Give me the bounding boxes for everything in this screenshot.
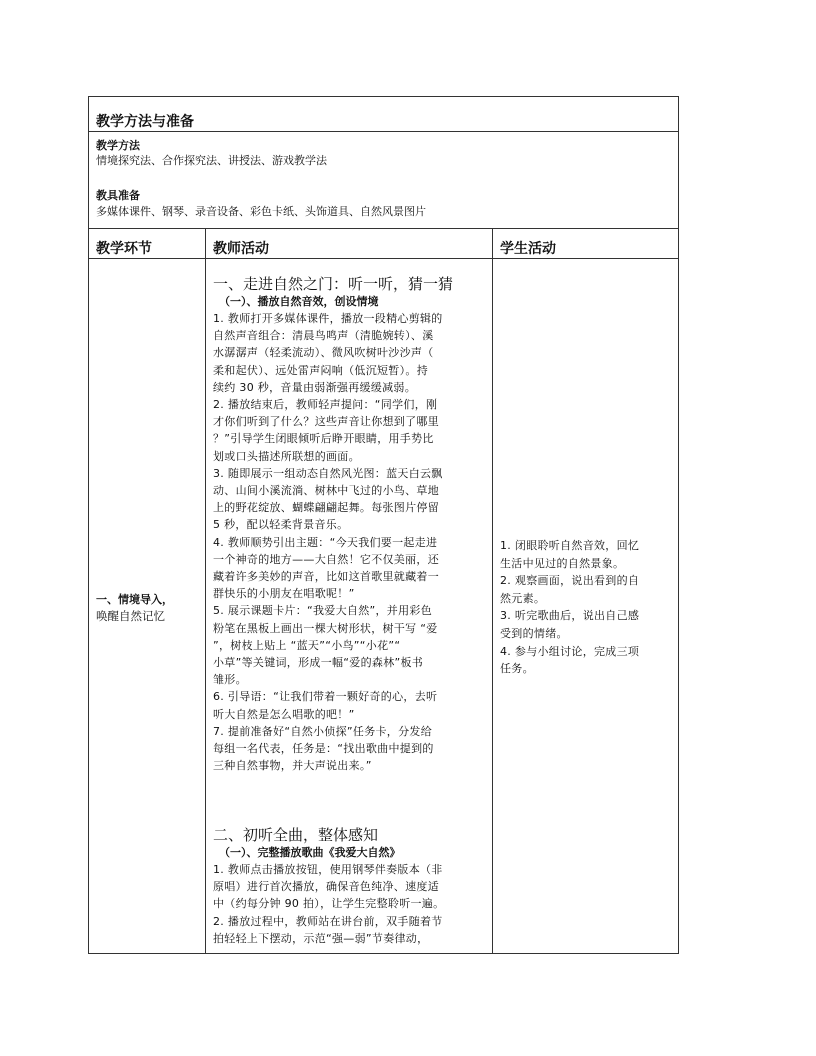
- teacher-text-line: 一个神奇的地方——大自然！它不仅美丽，还: [213, 552, 439, 566]
- row-divider: [89, 131, 678, 132]
- teacher-text-line: 续约 30 秒，音量由弱渐强再缓缓减弱。: [213, 380, 416, 394]
- teacher-subsection-title: （一）、完整播放歌曲《我爱大自然》: [219, 846, 401, 859]
- student-text-line: 1. 闭眼聆听自然音效，回忆: [500, 539, 640, 552]
- teacher-text-line: 4. 教师顺势引出主题：“今天我们要一起走进: [213, 535, 438, 549]
- teacher-text-line: 原唱）进行首次播放，确保音色纯净、速度适: [213, 880, 439, 894]
- tools-text: 多媒体课件、钢琴、录音设备、彩色卡纸、头饰道具、自然风景图片: [96, 205, 426, 218]
- row-divider: [89, 228, 678, 229]
- teacher-text-line: 粉笔在黑板上画出一棵大树形状，树干写 “爱: [213, 621, 438, 635]
- stage-line: 唤醒自然记忆: [96, 609, 165, 623]
- teacher-text-line: ”，树枝上贴上 “蓝天”“小鸟”“小花”“: [213, 638, 401, 652]
- teacher-subsection-title: （一）、播放自然音效，创设情境: [219, 295, 379, 308]
- teacher-text-line: 听大自然是怎么唱歌的吧！”: [213, 707, 355, 721]
- teacher-text-line: 小草”等关键词，形成一幅“爱的森林”板书: [213, 656, 424, 670]
- student-text-line: 2. 观察画面，说出看到的自: [500, 574, 640, 588]
- teacher-text-line: 1. 教师点击播放按钮，使用钢琴伴奏版本（非: [213, 863, 443, 876]
- teacher-text-line: 2. 播放结束后，教师轻声提问：“同学们，刚: [213, 398, 438, 412]
- teacher-text-line: 5 秒，配以轻柔背景音乐。: [213, 518, 349, 532]
- teacher-text-line: 藏着许多美妙的声音，比如这首歌里就藏着一: [213, 570, 439, 584]
- section-title: 教学方法与准备: [96, 114, 194, 130]
- column-header-teacher: 教师活动: [213, 241, 269, 257]
- teacher-text-line: 划或口头描述所联想的画面。: [213, 449, 360, 463]
- tools-label: 教具准备: [96, 189, 140, 202]
- teacher-text-line: 三种自然事物，并大声说出来。”: [213, 759, 372, 773]
- teacher-text-line: ？”引导学生闭眼倾听后睁开眼睛，用手势比: [213, 432, 434, 446]
- teacher-text-line: 雏形。: [213, 673, 247, 687]
- student-text-line: 然元素。: [500, 591, 546, 605]
- teacher-paragraph: [213, 310, 489, 774]
- column-divider: [205, 228, 206, 953]
- teacher-text-line: 5. 展示课题卡片：“我爱大自然”，并用彩色: [213, 604, 432, 618]
- column-header-stage: 教学环节: [96, 241, 152, 257]
- row-divider: [89, 258, 678, 259]
- stage-line: 一、情境导入，: [96, 593, 173, 606]
- teacher-text-line: 3. 随即展示一组动态自然风光图：蓝天白云飘: [213, 466, 443, 480]
- teacher-text-line: 2. 播放过程中，教师站在讲台前，双手随着节: [213, 914, 443, 928]
- lesson-plan-table: [88, 96, 679, 954]
- teacher-text-line: 中（约每分钟 90 拍），让学生完整聆听一遍。: [213, 897, 445, 911]
- column-header-student: 学生活动: [500, 241, 556, 257]
- teacher-text-line: 柔和起伏）、远处雷声闷响（低沉短暂）。持: [213, 363, 428, 377]
- column-divider: [492, 228, 493, 953]
- teacher-text-line: 7. 提前准备好“自然小侦探”任务卡，分发给: [213, 724, 432, 738]
- teacher-text-line: 上的野花绽放、蝴蝶翩翩起舞。每张图片停留: [213, 501, 439, 515]
- student-text-line: 生活中见过的自然景象。: [500, 556, 625, 570]
- student-text-line: 3. 听完歌曲后，说出自己感: [500, 609, 640, 623]
- teacher-text-line: 自然声音组合：清晨鸟鸣声（清脆婉转）、溪: [213, 329, 434, 343]
- teacher-activity-cell-part2: [213, 825, 489, 947]
- teacher-paragraph: [213, 861, 489, 947]
- student-text-line: 任务。: [500, 662, 534, 676]
- student-text-line: 受到的情绪。: [500, 626, 568, 640]
- teacher-text-line: 6. 引导语：“让我们带着一颗好奇的心，去听: [213, 690, 438, 704]
- teacher-activity-cell: [213, 274, 489, 774]
- student-activity-cell: [500, 537, 676, 678]
- stage-cell: [96, 591, 202, 625]
- teacher-text-line: 每组一名代表，任务是：“找出歌曲中提到的: [213, 742, 434, 756]
- methods-label: 教学方法: [96, 139, 140, 152]
- student-text-line: 4. 参与小组讨论，完成三项: [500, 644, 640, 658]
- teacher-section-title: 一、走进自然之门：听一听，猜一猜: [213, 275, 454, 293]
- teacher-text-line: 1. 教师打开多媒体课件，播放一段精心剪辑的: [213, 312, 443, 325]
- teacher-text-line: 水潺潺声（轻柔流动）、微风吹树叶沙沙声（: [213, 346, 434, 360]
- teacher-text-line: 才你们听到了什么？这些声音让你想到了哪里: [213, 415, 439, 429]
- teacher-text-line: 动、山间小溪流淌、树林中飞过的小鸟、草地: [213, 484, 439, 498]
- teacher-text-line: 拍轻轻上下摆动，示范“强—弱”节奏律动，: [213, 931, 429, 945]
- teacher-section-title: 二、初听全曲，整体感知: [213, 826, 379, 844]
- teacher-text-line: 群快乐的小朋友在唱歌呢！”: [213, 587, 355, 601]
- methods-text: 情境探究法、合作探究法、讲授法、游戏教学法: [96, 154, 327, 167]
